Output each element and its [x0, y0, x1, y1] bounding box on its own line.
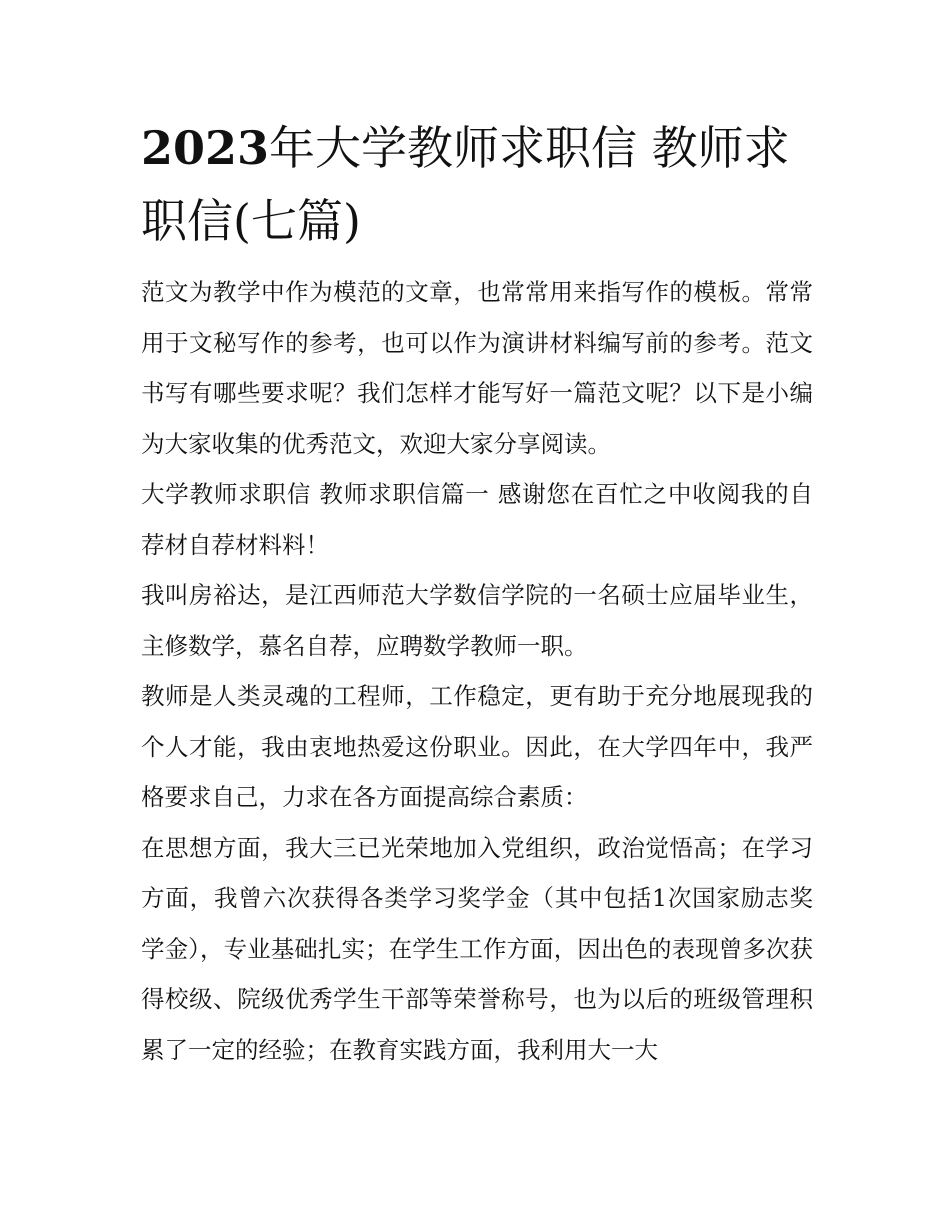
paragraph-self-intro: 我叫房裕达，是江西师范大学数信学院的一名硕士应届毕业生，主修数学，慕名自荐，应聘数学教师一职。: [141, 581, 813, 660]
paragraph-achievements: 在思想方面，我大三已光荣地加入党组织，政治觉悟高；在学习方面，我曾六次获得各类学习奖学金（其中包括1次国家励志奖学金），专业基础扎实；在学生工作方面，因出色的表现曾多次获得校级、院级优秀学生干部等荣誉称号，也为以后的班级管理积累了一定的经验；在教育实践方面，我利用大一大: [141, 833, 813, 1064]
paragraph-intro: 范文为教学中作为模范的文章，也常常用来指写作的模板。常常用于文秘写作的参考，也可以作为演讲材料编写前的参考。范文书写有哪些要求呢？我们怎样才能写好一篇范文呢？以下是小编为大家收集的优秀范文，欢迎大家分享阅读。: [141, 278, 813, 458]
paragraph-list: [141, 267, 813, 1075]
title-text: 年大学教师求职信 教师求职信(七篇): [141, 121, 790, 248]
document-title: [141, 112, 813, 258]
paragraph-motivation: 教师是人类灵魂的工程师，工作稳定，更有助于充分地展现我的个人才能，我由衷地热爱这份职业。因此，在大学四年中，我严格要求自己，力求在各方面提高综合素质：: [141, 682, 813, 811]
document-body: [141, 112, 813, 1075]
title-year: 2023: [141, 121, 270, 175]
paragraph-greeting: 大学教师求职信 教师求职信篇一 感谢您在百忙之中收阅我的自荐材自荐材料料！: [141, 480, 813, 559]
